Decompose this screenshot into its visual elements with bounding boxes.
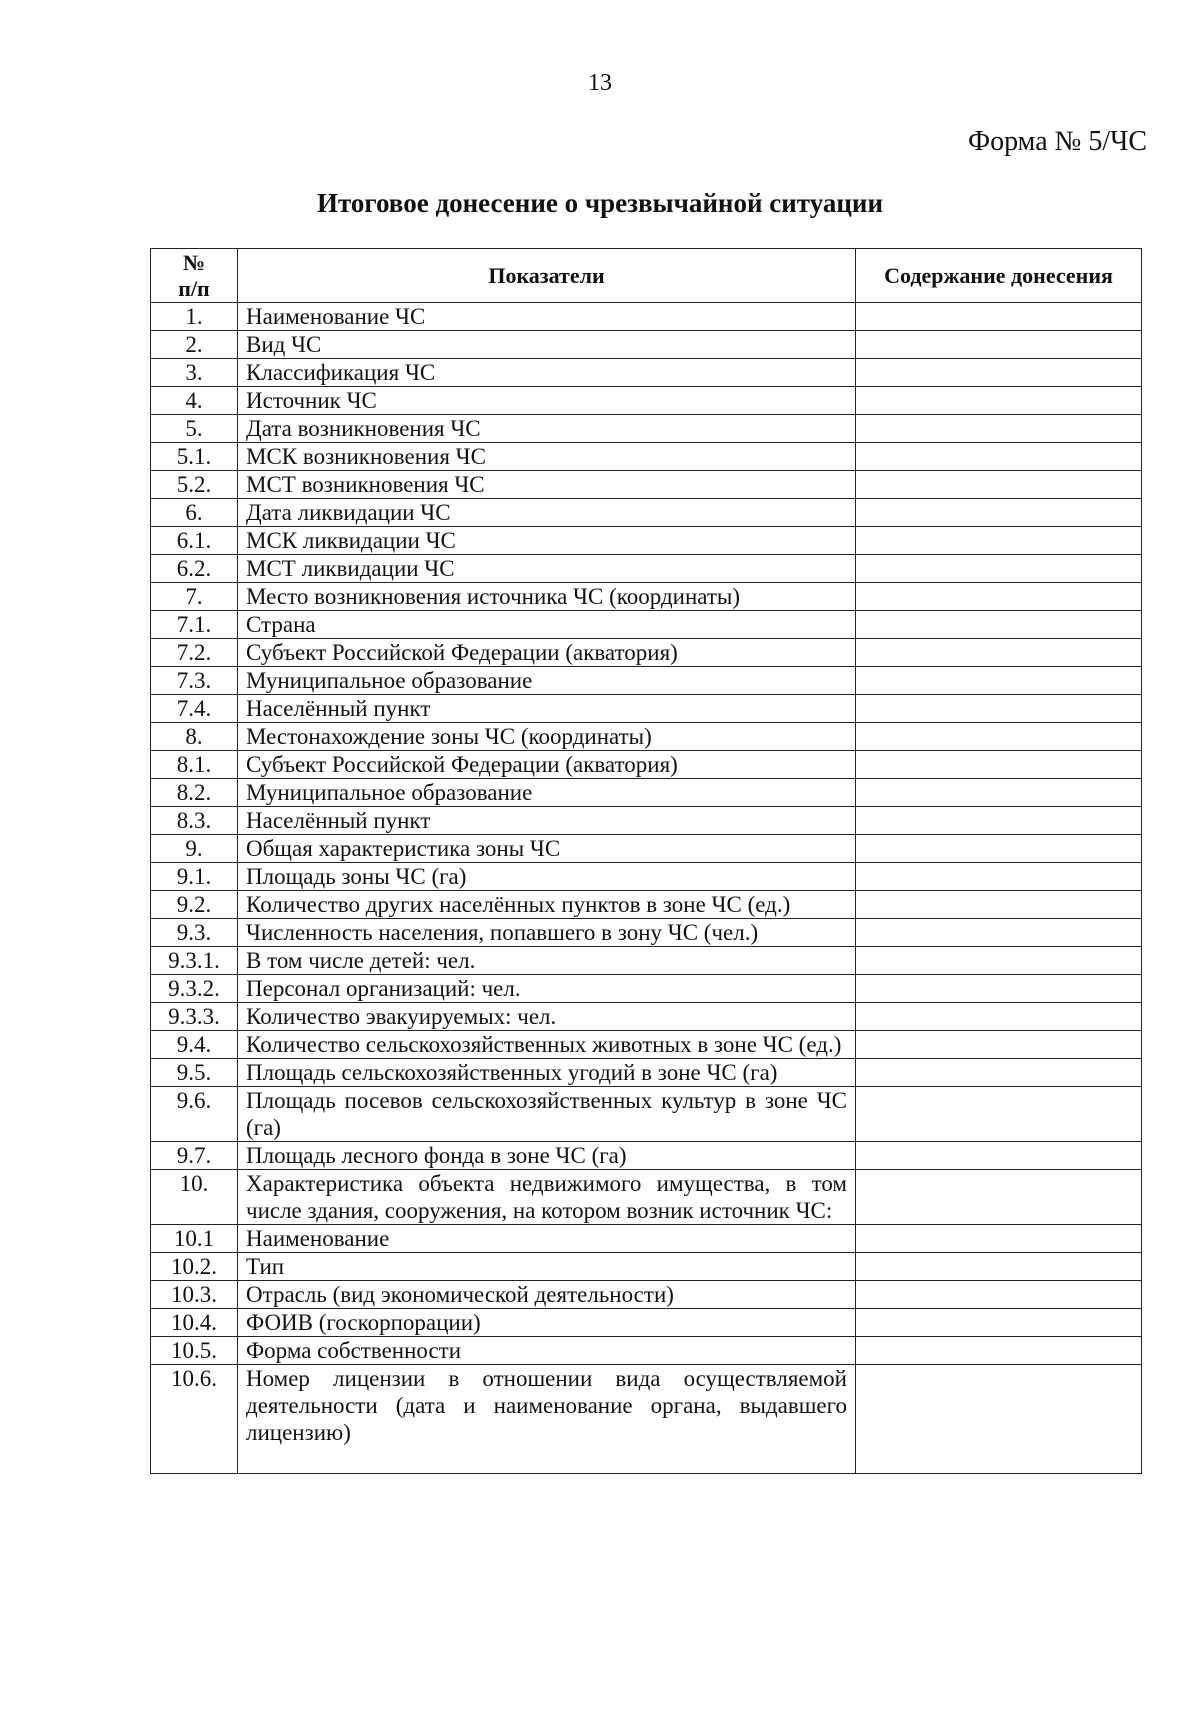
row-indicator: Классификация ЧС xyxy=(238,359,856,387)
table-row xyxy=(151,1281,1142,1309)
row-number: 10. xyxy=(151,1170,238,1225)
row-indicator: Населённый пункт xyxy=(238,695,856,723)
row-content-cell[interactable] xyxy=(856,835,1142,863)
table-row xyxy=(151,639,1142,667)
row-content-cell[interactable] xyxy=(856,1309,1142,1337)
row-indicator: Площадь посевов сельскохозяйственных культур в зоне ЧС (га) xyxy=(238,1087,856,1142)
table-row xyxy=(151,751,1142,779)
table-row xyxy=(151,471,1142,499)
row-content-cell[interactable] xyxy=(856,723,1142,751)
row-indicator: Тип xyxy=(238,1253,856,1281)
row-content-cell[interactable] xyxy=(856,1281,1142,1309)
row-content-cell[interactable] xyxy=(856,1170,1142,1225)
row-content-cell[interactable] xyxy=(856,1142,1142,1170)
row-number: 10.4. xyxy=(151,1309,238,1337)
row-indicator: Количество эвакуируемых: чел. xyxy=(238,1003,856,1031)
row-number: 6.1. xyxy=(151,527,238,555)
row-indicator: МСТ ликвидации ЧС xyxy=(238,555,856,583)
table-row xyxy=(151,415,1142,443)
row-number: 7.4. xyxy=(151,695,238,723)
table-row xyxy=(151,611,1142,639)
row-indicator: Отрасль (вид экономической деятельности) xyxy=(238,1281,856,1309)
row-number: 8.3. xyxy=(151,807,238,835)
row-content-cell[interactable] xyxy=(856,611,1142,639)
table-row xyxy=(151,1253,1142,1281)
row-indicator: Населённый пункт xyxy=(238,807,856,835)
row-content-cell[interactable] xyxy=(856,1225,1142,1253)
table-row xyxy=(151,387,1142,415)
table-row xyxy=(151,975,1142,1003)
table-row xyxy=(151,779,1142,807)
table-row xyxy=(151,891,1142,919)
row-number: 6. xyxy=(151,499,238,527)
table-row xyxy=(151,443,1142,471)
row-number: 7. xyxy=(151,583,238,611)
header-number-sign: № xyxy=(182,249,206,275)
row-indicator: Субъект Российской Федерации (акватория) xyxy=(238,639,856,667)
row-content-cell[interactable] xyxy=(856,863,1142,891)
row-indicator: Персонал организаций: чел. xyxy=(238,975,856,1003)
table-row xyxy=(151,1087,1142,1142)
row-content-cell[interactable] xyxy=(856,555,1142,583)
row-content-cell[interactable] xyxy=(856,779,1142,807)
row-indicator: Наименование ЧС xyxy=(238,303,856,331)
table-row xyxy=(151,1142,1142,1170)
row-number: 4. xyxy=(151,387,238,415)
row-indicator: Местонахождение зоны ЧС (координаты) xyxy=(238,723,856,751)
table-row xyxy=(151,723,1142,751)
table-row xyxy=(151,667,1142,695)
row-number: 9.2. xyxy=(151,891,238,919)
table-row xyxy=(151,947,1142,975)
table-row xyxy=(151,1225,1142,1253)
row-indicator: Вид ЧС xyxy=(238,331,856,359)
row-number: 9.3.3. xyxy=(151,1003,238,1031)
row-number: 10.5. xyxy=(151,1337,238,1365)
row-indicator: МСК возникновения ЧС xyxy=(238,443,856,471)
row-content-cell[interactable] xyxy=(856,1031,1142,1059)
row-indicator: Страна xyxy=(238,611,856,639)
row-indicator: Муниципальное образование xyxy=(238,667,856,695)
row-indicator: МСТ возникновения ЧС xyxy=(238,471,856,499)
table-row xyxy=(151,1059,1142,1087)
header-content: Содержание донесения xyxy=(856,249,1142,303)
row-number: 7.2. xyxy=(151,639,238,667)
row-number: 5.1. xyxy=(151,443,238,471)
table-row xyxy=(151,1365,1142,1474)
row-number: 1. xyxy=(151,303,238,331)
row-content-cell[interactable] xyxy=(856,359,1142,387)
table-header-row xyxy=(151,249,1142,303)
row-indicator: Количество сельскохозяйственных животных в зоне ЧС (ед.) xyxy=(238,1031,856,1059)
row-indicator: Количество других населённых пунктов в зоне ЧС (ед.) xyxy=(238,891,856,919)
row-content-cell[interactable] xyxy=(856,583,1142,611)
row-content-cell[interactable] xyxy=(856,695,1142,723)
row-content-cell[interactable] xyxy=(856,667,1142,695)
row-number: 9.3.1. xyxy=(151,947,238,975)
row-content-cell[interactable] xyxy=(856,1253,1142,1281)
table-row xyxy=(151,1170,1142,1225)
row-content-cell[interactable] xyxy=(856,387,1142,415)
row-indicator: Номер лицензии в отношении вида осуществляемой деятельности (дата и наименование органа, выдавшего лицензию) xyxy=(238,1365,856,1474)
row-content-cell[interactable] xyxy=(856,1087,1142,1142)
row-number: 2. xyxy=(151,331,238,359)
table-row xyxy=(151,499,1142,527)
table-row xyxy=(151,835,1142,863)
row-number: 6.2. xyxy=(151,555,238,583)
page-number: 13 xyxy=(588,70,612,96)
row-number: 9.4. xyxy=(151,1031,238,1059)
row-content-cell[interactable] xyxy=(856,947,1142,975)
document-title: Итоговое донесение о чрезвычайной ситуации xyxy=(316,188,884,218)
table-row xyxy=(151,1309,1142,1337)
report-table xyxy=(150,248,1142,1474)
row-number: 9.6. xyxy=(151,1087,238,1142)
row-indicator: Форма собственности xyxy=(238,1337,856,1365)
row-indicator: Площадь лесного фонда в зоне ЧС (га) xyxy=(238,1142,856,1170)
row-number: 8.2. xyxy=(151,779,238,807)
row-indicator: Субъект Российской Федерации (акватория) xyxy=(238,751,856,779)
row-number: 5. xyxy=(151,415,238,443)
row-indicator: МСК ликвидации ЧС xyxy=(238,527,856,555)
row-indicator: Численность населения, попавшего в зону ЧС (чел.) xyxy=(238,919,856,947)
table-row xyxy=(151,555,1142,583)
row-number: 9.7. xyxy=(151,1142,238,1170)
table-row xyxy=(151,1337,1142,1365)
row-number: 7.1. xyxy=(151,611,238,639)
row-indicator: Источник ЧС xyxy=(238,387,856,415)
row-content-cell[interactable] xyxy=(856,807,1142,835)
row-indicator: Дата ликвидации ЧС xyxy=(238,499,856,527)
row-content-cell[interactable] xyxy=(856,443,1142,471)
row-content-cell[interactable] xyxy=(856,471,1142,499)
row-content-cell[interactable] xyxy=(856,751,1142,779)
row-indicator: Наименование xyxy=(238,1225,856,1253)
row-content-cell[interactable] xyxy=(856,1059,1142,1087)
row-content-cell[interactable] xyxy=(856,499,1142,527)
row-content-cell[interactable] xyxy=(856,331,1142,359)
row-content-cell[interactable] xyxy=(856,975,1142,1003)
row-content-cell[interactable] xyxy=(856,1003,1142,1031)
row-content-cell[interactable] xyxy=(856,891,1142,919)
table-row xyxy=(151,807,1142,835)
table-row xyxy=(151,695,1142,723)
table-body xyxy=(151,303,1142,1474)
table-row xyxy=(151,919,1142,947)
row-number: 8.1. xyxy=(151,751,238,779)
header-number-abbrev: п/п xyxy=(178,275,210,301)
row-number: 8. xyxy=(151,723,238,751)
row-content-cell[interactable] xyxy=(856,1365,1142,1474)
row-content-cell[interactable] xyxy=(856,639,1142,667)
row-indicator: Характеристика объекта недвижимого имущества, в том числе здания, сооружения, на котором возник источник ЧС: xyxy=(238,1170,856,1225)
row-number: 7.3. xyxy=(151,667,238,695)
table-row xyxy=(151,359,1142,387)
row-number: 10.2. xyxy=(151,1253,238,1281)
row-number: 10.3. xyxy=(151,1281,238,1309)
row-indicator: Площадь сельскохозяйственных угодий в зоне ЧС (га) xyxy=(238,1059,856,1087)
row-number: 5.2. xyxy=(151,471,238,499)
table-row xyxy=(151,303,1142,331)
table-row xyxy=(151,583,1142,611)
table-row xyxy=(151,527,1142,555)
row-content-cell[interactable] xyxy=(856,919,1142,947)
row-indicator: Дата возникновения ЧС xyxy=(238,415,856,443)
row-number: 9.1. xyxy=(151,863,238,891)
header-indicators: Показатели xyxy=(238,249,856,303)
row-indicator: Площадь зоны ЧС (га) xyxy=(238,863,856,891)
row-number: 9.5. xyxy=(151,1059,238,1087)
row-number: 9.3.2. xyxy=(151,975,238,1003)
form-label: Форма № 5/ЧС xyxy=(967,126,1147,157)
row-number: 9.3. xyxy=(151,919,238,947)
row-indicator: В том числе детей: чел. xyxy=(238,947,856,975)
row-number: 3. xyxy=(151,359,238,387)
row-indicator: ФОИВ (госкорпорации) xyxy=(238,1309,856,1337)
row-number: 10.6. xyxy=(151,1365,238,1474)
header-number xyxy=(151,249,238,303)
row-indicator: Общая характеристика зоны ЧС xyxy=(238,835,856,863)
table-row xyxy=(151,863,1142,891)
table-row xyxy=(151,1003,1142,1031)
row-content-cell[interactable] xyxy=(856,303,1142,331)
table-row xyxy=(151,331,1142,359)
row-number: 9. xyxy=(151,835,238,863)
row-indicator: Муниципальное образование xyxy=(238,779,856,807)
row-indicator: Место возникновения источника ЧС (координаты) xyxy=(238,583,856,611)
table-row xyxy=(151,1031,1142,1059)
row-content-cell[interactable] xyxy=(856,1337,1142,1365)
row-content-cell[interactable] xyxy=(856,527,1142,555)
row-number: 10.1 xyxy=(151,1225,238,1253)
row-content-cell[interactable] xyxy=(856,415,1142,443)
